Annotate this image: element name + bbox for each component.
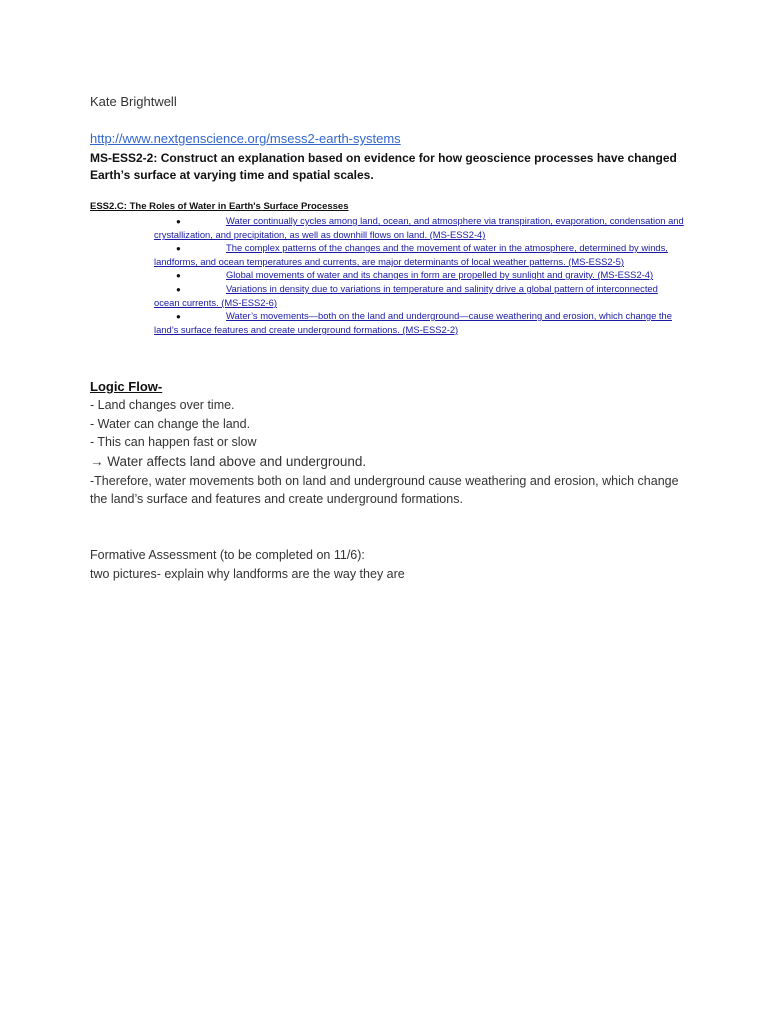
ess-item-link[interactable]: Global movements of water and its changes in form are propelled by sunlight and gravity. (MS-ESS2-4) [226, 269, 654, 280]
standard-text: Construct an explanation based on evidence for how geoscience processes have changed Earth’s surface at varying time and spatial scales. [90, 151, 677, 182]
logic-flow-title: Logic Flow- [90, 379, 163, 394]
bullet-icon: ● [176, 244, 181, 253]
formative-assessment-section [90, 546, 690, 584]
list-item [154, 214, 684, 241]
list-item [154, 309, 684, 336]
logic-flow-section [90, 378, 690, 509]
list-item [154, 282, 684, 309]
standard-code: MS-ESS2-2: [90, 151, 158, 165]
logic-line: - Land changes over time. [90, 398, 235, 412]
ess-heading: ESS2.C: The Roles of Water in Earth's Surface Processes [90, 201, 349, 212]
ess-item-link[interactable]: The complex patterns of the changes and the movement of water in the atmosphere, determined by winds, landforms, and ocean temperatures and currents, are major determinants of local weather patterns. (MS-ESS2-5) [154, 242, 668, 267]
author-name: Kate Brightwell [90, 94, 177, 109]
list-item [154, 241, 684, 268]
bullet-icon: ● [176, 271, 181, 280]
logic-line: - This can happen fast or slow [90, 435, 257, 449]
logic-conclusion: -Therefore, water movements both on land and underground cause weathering and erosion, which change the land’s surface and features and create underground formations. [90, 473, 679, 506]
bullet-icon: ● [176, 285, 181, 294]
bullet-icon: ● [176, 217, 181, 226]
logic-arrow-line: → Water affects land above and underground. [90, 453, 367, 469]
standard-statement [90, 150, 690, 184]
ess-item-link[interactable]: Variations in density due to variations in temperature and salinity drive a global pattern of interconnected ocean currents. (MS-ESS2-6) [154, 283, 658, 308]
formative-text: two pictures- explain why landforms are the way they are [90, 567, 405, 581]
ess-bullet-list [154, 214, 684, 336]
standards-link[interactable]: http://www.nextgenscience.org/msess2-earth-systems [90, 131, 401, 146]
logic-line: - Water can change the land. [90, 416, 251, 431]
list-item [154, 268, 684, 282]
ess-item-link[interactable]: Water’s movements—both on the land and underground—cause weathering and erosion, which change the land’s surface features and create underground formations. (MS-ESS2-2) [154, 310, 672, 335]
bullet-icon: ● [176, 312, 181, 321]
ess-item-link[interactable]: Water continually cycles among land, ocean, and atmosphere via transpiration, evaporation, condensation and crystallization, and precipitation, as well as downhill flows on land. (MS-ESS2-4) [154, 215, 684, 240]
formative-heading: Formative Assessment (to be completed on 11/6): [90, 548, 365, 562]
